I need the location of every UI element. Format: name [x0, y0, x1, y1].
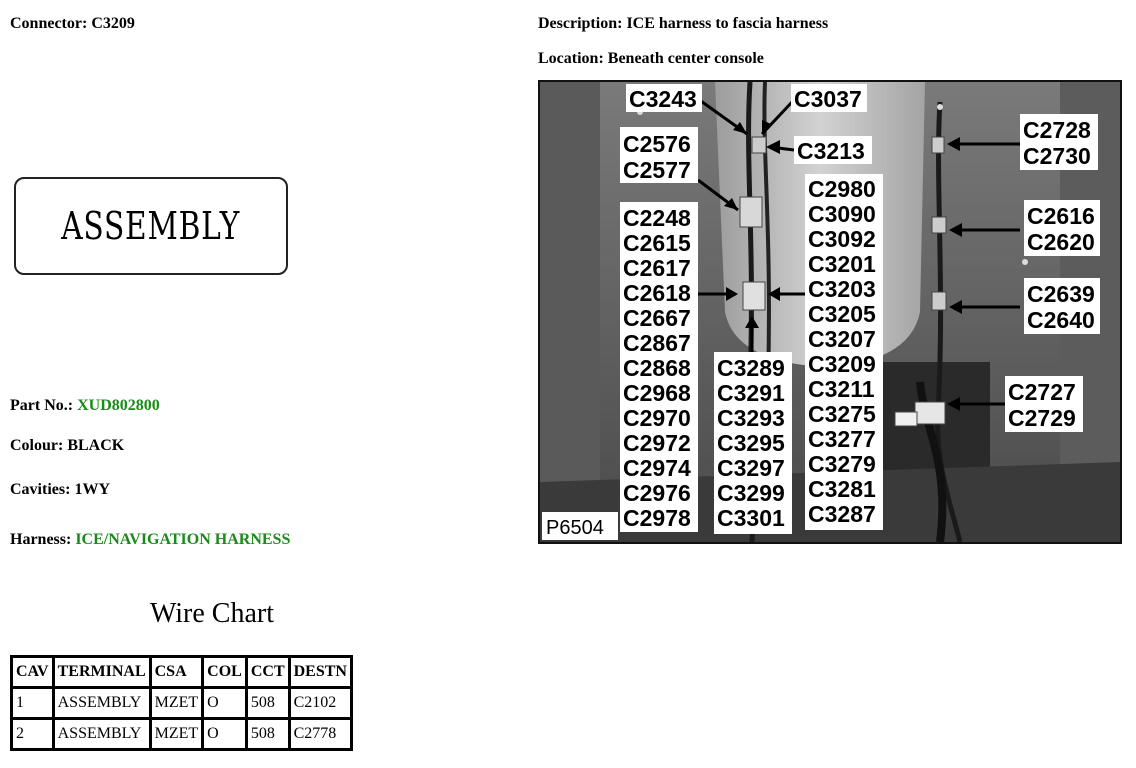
header-col: COL — [203, 657, 247, 688]
left-callout-group — [623, 205, 691, 531]
cell-destn: C2778 — [289, 719, 351, 750]
cell-cav: 2 — [12, 719, 54, 750]
callout-code: C2974 — [623, 455, 691, 481]
callout-code: C3090 — [808, 201, 876, 227]
colour-value: BLACK — [67, 437, 125, 454]
cell-col: O — [203, 719, 247, 750]
colour-line — [10, 437, 124, 455]
cell-csa: MZET — [150, 719, 203, 750]
table-header-row — [12, 657, 352, 688]
callout-code: C2968 — [623, 380, 691, 406]
description-value: ICE harness to fascia harness — [626, 15, 829, 32]
description-line — [538, 15, 828, 33]
callout-code: C3287 — [808, 501, 876, 527]
cavities-line — [10, 481, 110, 499]
callout-code: C3203 — [808, 276, 876, 302]
callout-code: C2970 — [623, 405, 691, 431]
callout-code: C3281 — [808, 476, 876, 502]
connector-value: C3209 — [91, 15, 135, 32]
callout-code: C3293 — [717, 405, 785, 431]
header-cct: CCT — [246, 657, 289, 688]
callout-code: C3207 — [808, 326, 876, 352]
cell-terminal: ASSEMBLY — [53, 688, 150, 719]
cell-cct: 508 — [246, 719, 289, 750]
callout-code: C3275 — [808, 401, 876, 427]
callout-c2728: C2728 — [1023, 117, 1091, 143]
cell-col: O — [203, 688, 247, 719]
callout-c2576: C2576 — [623, 131, 691, 157]
callout-c2640: C2640 — [1027, 307, 1095, 333]
callout-c2620: C2620 — [1027, 229, 1095, 255]
assembly-text: ASSEMBLY — [61, 204, 241, 248]
part-no-link[interactable]: XUD802800 — [77, 397, 160, 414]
cell-cct: 508 — [246, 688, 289, 719]
callout-c2727: C2727 — [1008, 379, 1076, 405]
right-callout-group — [808, 176, 876, 527]
callout-code: C3289 — [717, 355, 785, 381]
callout-c2616: C2616 — [1027, 203, 1095, 229]
callout-code: C3211 — [808, 376, 875, 402]
callout-c2730: C2730 — [1023, 143, 1091, 169]
harness-label: Harness: — [10, 531, 72, 548]
table-row — [12, 688, 352, 719]
callout-code: C3201 — [808, 251, 876, 277]
location-line — [538, 50, 764, 68]
harness-line — [10, 531, 290, 549]
description-label: Description: — [538, 15, 623, 32]
callout-code: C2980 — [808, 176, 876, 202]
header-destn: DESTN — [289, 657, 351, 688]
callout-code: C2978 — [623, 505, 691, 531]
callout-code: C2615 — [623, 230, 691, 256]
callout-code: C3295 — [717, 430, 785, 456]
harness-link[interactable]: ICE/NAVIGATION HARNESS — [75, 531, 291, 548]
location-value: Beneath center console — [607, 50, 764, 67]
location-photo — [538, 80, 1122, 544]
cell-cav: 1 — [12, 688, 54, 719]
callout-code: C2667 — [623, 305, 691, 331]
callout-code: C3209 — [808, 351, 876, 377]
wire-chart-table — [10, 655, 353, 751]
middle-callout-group — [717, 355, 785, 531]
callout-code: C2618 — [623, 280, 691, 306]
location-photo-svg — [540, 82, 1120, 542]
callout-code: C2972 — [623, 430, 691, 456]
callout-c3243: C3243 — [629, 86, 697, 112]
callout-code: C2617 — [623, 255, 691, 281]
location-label: Location: — [538, 50, 604, 67]
part-no-label: Part No.: — [10, 397, 74, 414]
callout-code: C3279 — [808, 451, 876, 477]
callout-code: C3092 — [808, 226, 876, 252]
header-cav: CAV — [12, 657, 54, 688]
connector-line — [10, 15, 135, 33]
cavities-label: Cavities: — [10, 481, 71, 498]
callout-code: C2868 — [623, 355, 691, 381]
table-row — [12, 719, 352, 750]
callout-c2729: C2729 — [1008, 405, 1076, 431]
callout-code: C3299 — [717, 480, 785, 506]
callout-code: C3277 — [808, 426, 876, 452]
wire-chart-title: Wire Chart — [149, 598, 275, 629]
callout-c2577: C2577 — [623, 157, 691, 183]
colour-label: Colour: — [10, 437, 64, 454]
callout-code: C3291 — [717, 380, 785, 406]
assembly-illustration — [14, 177, 288, 275]
cell-csa: MZET — [150, 688, 203, 719]
callout-code: C3297 — [717, 455, 785, 481]
header-csa: CSA — [150, 657, 203, 688]
callout-code: C2867 — [623, 330, 691, 356]
cell-terminal: ASSEMBLY — [53, 719, 150, 750]
callout-code: C3205 — [808, 301, 876, 327]
part-no-line — [10, 397, 160, 415]
callout-c3037: C3037 — [794, 86, 862, 112]
callout-c3213: C3213 — [797, 138, 865, 164]
callout-code: C2976 — [623, 480, 691, 506]
callout-code: C3301 — [717, 505, 785, 531]
callout-code: C2248 — [623, 205, 691, 231]
callout-c2639: C2639 — [1027, 281, 1095, 307]
connector-label: Connector: — [10, 15, 88, 32]
photo-id: P6504 — [546, 517, 604, 539]
header-terminal: TERMINAL — [53, 657, 150, 688]
cavities-value: 1WY — [74, 481, 110, 498]
cell-destn: C2102 — [289, 688, 351, 719]
